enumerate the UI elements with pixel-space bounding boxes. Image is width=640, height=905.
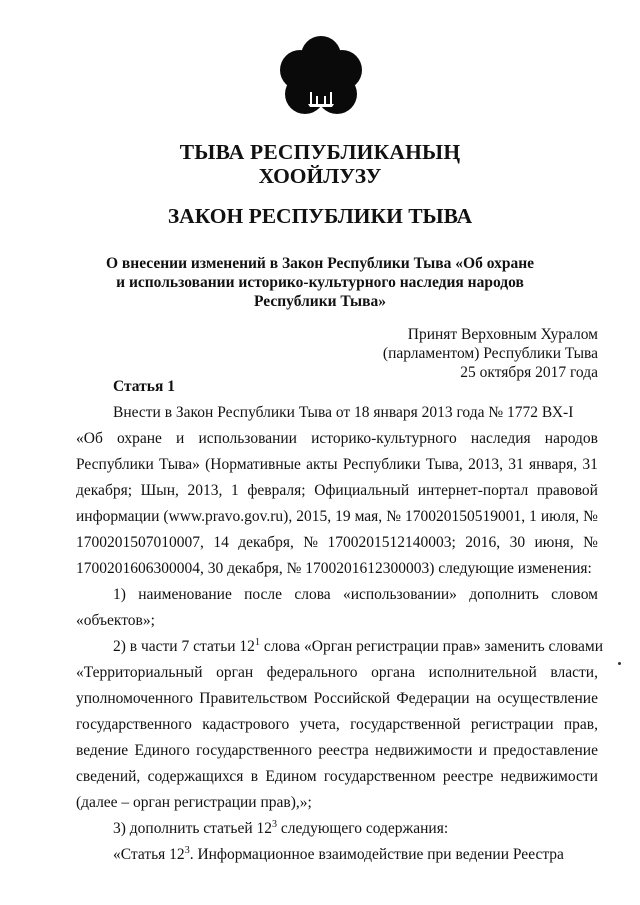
title-tuvan-line-2: ХООЙЛУЗУ <box>258 164 382 188</box>
body-text-line: декабря; Шын, 2013, 1 февраля; Официальный интернет-портал правовой <box>76 482 598 499</box>
body-text-line: информации (www.pravo.gov.ru), 2015, 19 мая, № 170020150519001, 1 июля, № <box>76 508 598 525</box>
body-text-line: «Территориальный орган федерального органа исполнительной власти, <box>76 664 598 681</box>
law-subject-line: О внесении изменений в Закон Республики Тыва «Об охране <box>105 255 535 272</box>
list-item-3: 3) дополнить статьей $12^3$ следующего содержания: <box>113 818 449 837</box>
body-text-line: 1700201507010007, 14 декабря, № 1700201512140003; 2016, 30 июня, № <box>76 534 598 551</box>
body-text-line: (далее – орган регистрации прав),»; <box>76 794 312 811</box>
law-subject-line: и использовании историко-культурного наследия народов <box>116 274 524 291</box>
body-text-line: 1700201606300004, 30 декабря, № 1700201612300003) следующие изменения: <box>76 560 592 577</box>
body-text-line: сведений, содержащихся в Едином государственном реестре недвижимости <box>76 768 598 785</box>
body-text-line: Республики Тыва» (Нормативные акты Республики Тыва, 2013, 31 января, 31 <box>76 456 598 473</box>
body-text-line: Внести в Закон Республики Тыва от 18 января 2013 года № 1772 ВХ-I <box>113 404 574 421</box>
body-text-line: ведение Единого государственного реестра недвижимости и предоставление <box>76 742 598 759</box>
scan-speck <box>618 662 621 665</box>
adoption-line: (парламентом) Республики Тыва <box>382 345 598 362</box>
new-article-heading: «Статья $12^3$. Информационное взаимодействие при ведении Реестра <box>113 844 564 863</box>
adoption-line: Принят Верховным Хуралом <box>407 326 598 343</box>
title-russian: ЗАКОН РЕСПУБЛИКИ ТЫВА <box>167 204 473 228</box>
list-item-2: 2) в части 7 статьи $12^1$ слова «Орган регистрации прав» заменить словами <box>113 636 603 655</box>
body-text-line: «объектов»; <box>76 612 155 629</box>
body-text-line: уполномоченного Правительством Российской Федерации на осуществление <box>76 690 598 707</box>
body-text-line: государственного кадастрового учета, государственной регистрации прав, <box>76 716 598 733</box>
adoption-line: 25 октября 2017 года <box>460 364 598 381</box>
title-tuvan-line-1: ТЫВА РЕСПУБЛИКАНЫҢ <box>179 140 461 164</box>
list-item-1: 1) наименование после слова «использовании» дополнить словом <box>113 586 598 603</box>
emblem-icon <box>274 34 368 124</box>
body-text-line: «Об охране и использовании историко-культурного наследия народов <box>76 430 598 447</box>
article-heading: Статья 1 <box>113 378 175 395</box>
law-subject-line: Республики Тыва» <box>254 293 386 310</box>
